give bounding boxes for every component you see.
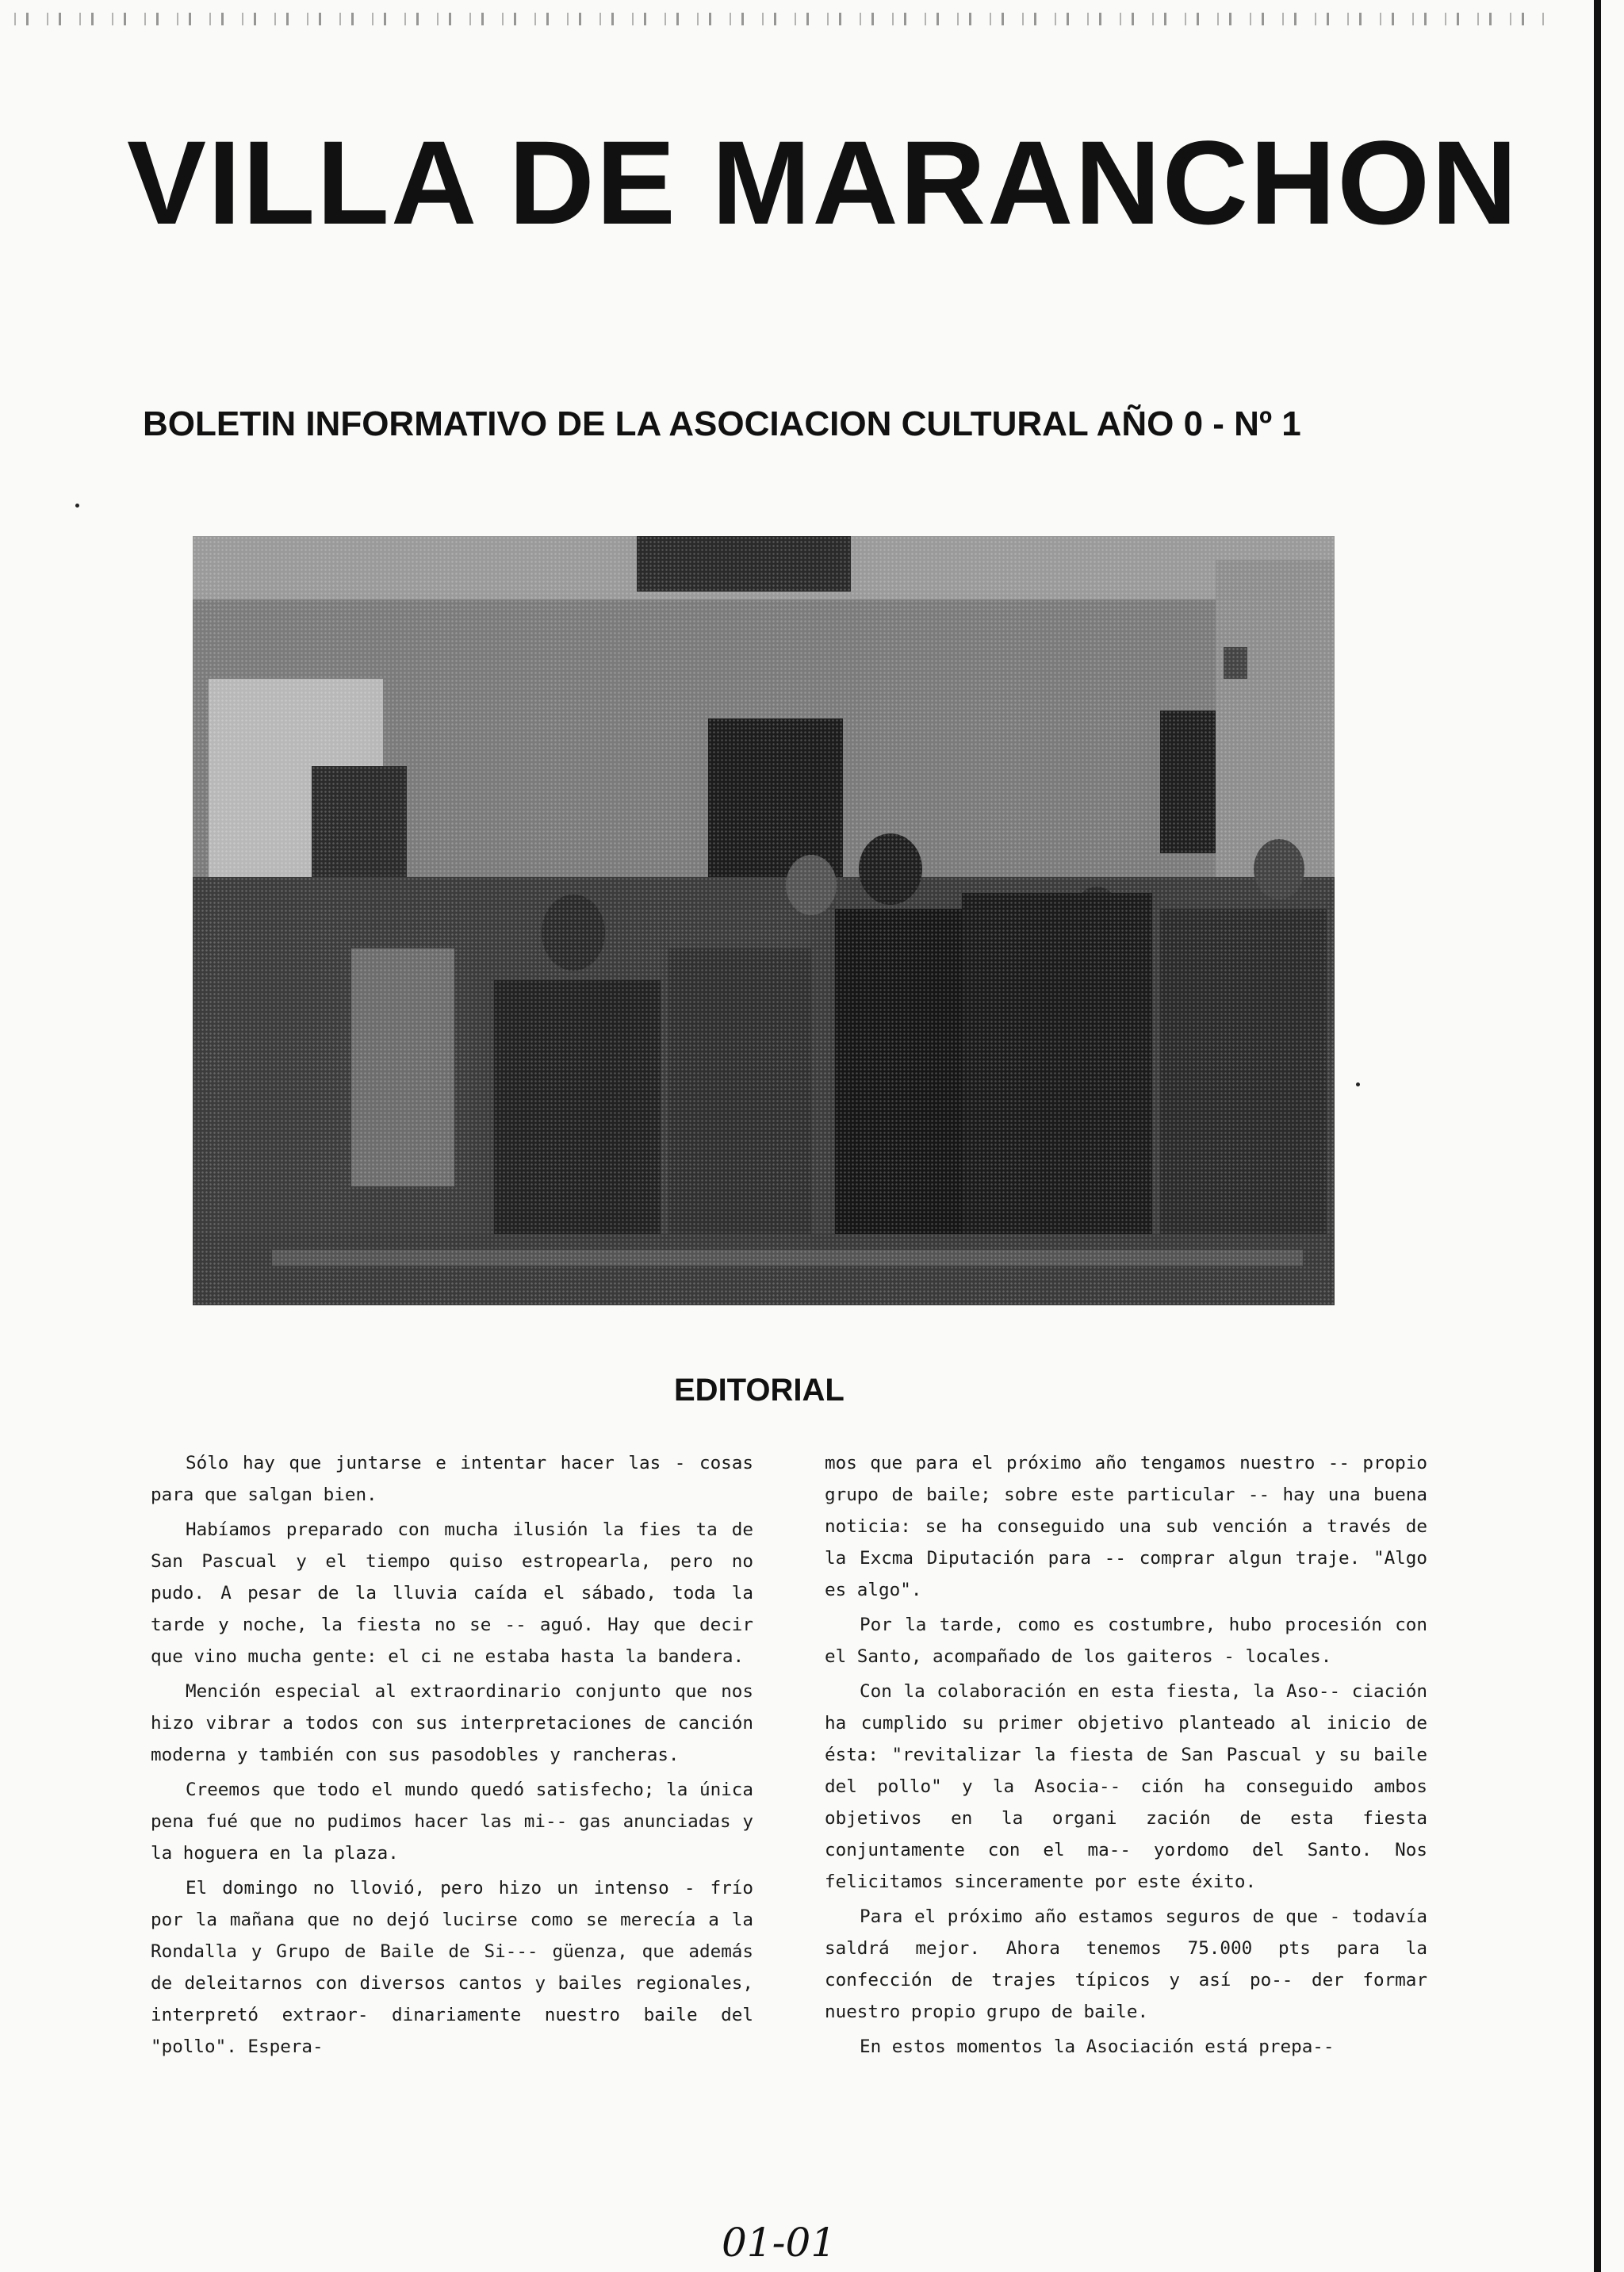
editorial-paragraph: El domingo no llovió, pero hizo un intenso - frío por la mañana que no dejó lucirse como se merecía a la Rondalla y Grupo de Baile de Si--- güenza, que además de deleitarnos con diversos cantos y bailes regionales, interpretó extraor- dinariamente nuestro baile del "pollo". Espera- [151, 1878, 753, 2057]
editorial-right-column [825, 1447, 1427, 2063]
scan-edge-bar [1594, 0, 1601, 2272]
halftone-overlay [193, 536, 1335, 1305]
editorial-paragraph: Con la colaboración en esta fiesta, la Aso-- ciación ha cumplido su primer objetivo planteado al inicio de ésta: "revitalizar la fiesta de San Pascual y su baile del pollo" y la Asocia-- ción ha conseguido ambos objetivos en la organi zación de esta fiesta conjuntamente con el ma-- yordomo del Santo. Nos felicitamos sinceramente por este éxito. [825, 1681, 1427, 1892]
cover-photo [193, 536, 1335, 1305]
page-mark-handwritten: 01-01 [722, 2220, 837, 2266]
editorial-paragraph: En estos momentos la Asociación está prepa-- [860, 2036, 1335, 2057]
editorial-paragraph: Habíamos preparado con mucha ilusión la fies ta de San Pascual y el tiempo quiso estropearla, pero no pudo. A pesar de la lluvia caída el sábado, toda la tarde y noche, la fiesta no se -- aguó. Hay que decir que vino mucha gente: el ci ne estaba hasta la bandera. [151, 1519, 753, 1667]
editorial-paragraph: Creemos que todo el mundo quedó satisfecho; la única pena fué que no pudimos hacer las mi-- gas anunciadas y la hoguera en la plaza. [151, 1780, 753, 1864]
editorial-left-column [151, 1447, 753, 2063]
editorial-paragraph: Sólo hay que juntarse e intentar hacer las - cosas para que salgan bien. [151, 1453, 753, 1505]
scan-speck [75, 504, 79, 508]
scan-speck [1356, 1082, 1360, 1086]
editorial-heading: EDITORIAL [674, 1373, 845, 1408]
editorial-paragraph: Mención especial al extraordinario conjunto que nos hizo vibrar a todos con sus interpretaciones de canción moderna y también con sus pasodobles y rancheras. [151, 1681, 753, 1765]
masthead-title: VILLA DE MARANCHON [127, 116, 1519, 249]
editorial-paragraph: Por la tarde, como es costumbre, hubo procesión con el Santo, acompañado de los gaiteros - locales. [825, 1615, 1427, 1667]
editorial-paragraph: mos que para el próximo año tengamos nuestro -- propio grupo de baile; sobre este particular -- hay una buena noticia: se ha conseguido una sub vención a través de la Excma Diputación para -- comprar algun traje. "Algo es algo". [825, 1453, 1427, 1600]
masthead-subtitle: BOLETIN INFORMATIVO DE LA ASOCIACION CULTURAL AÑO 0 - Nº 1 [143, 404, 1301, 443]
scan-noise-strip [8, 13, 1554, 25]
editorial-paragraph: Para el próximo año estamos seguros de que - todavía saldrá mejor. Ahora tenemos 75.000 pts para la confección de trajes típicos y así po-- der formar nuestro propio grupo de baile. [825, 1906, 1427, 2022]
